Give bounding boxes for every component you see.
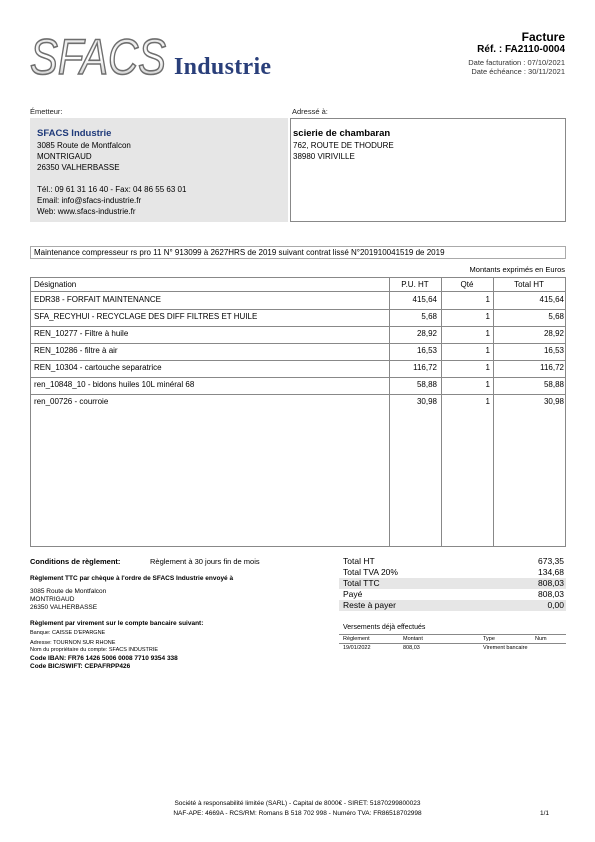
cell-total: 30,98 — [543, 397, 564, 406]
invoice-date: Date facturation : 07/10/2021 — [468, 58, 565, 67]
cell-qty: 1 — [485, 346, 490, 355]
cell-unit-price: 30,98 — [416, 397, 437, 406]
emitter-box — [30, 118, 288, 222]
payments-col-date: Règlement — [343, 636, 370, 642]
recipient-name: scierie de chambaran — [293, 128, 391, 139]
emitter-web: Web: www.sfacs-industrie.fr — [37, 207, 136, 216]
payment-type: Virement bancaire — [483, 645, 528, 651]
cheque-address-line3: 26350 VALHERBASSE — [30, 604, 98, 611]
bank-name: Banque: CAISSE D'EPARGNE — [30, 630, 106, 636]
payment-row — [339, 644, 566, 652]
payments-col-type: Type — [483, 636, 495, 642]
payment-terms-label: Conditions de règlement: — [30, 557, 121, 566]
cell-designation: ren_10848_10 - bidons huiles 10L minéral 68 — [34, 380, 195, 389]
emitter-label: Émetteur: — [30, 107, 63, 116]
cell-qty: 1 — [485, 380, 490, 389]
cell-qty: 1 — [485, 363, 490, 372]
emitter-street: 3085 Route de Montfalcon — [37, 141, 131, 150]
total-row — [339, 600, 566, 611]
totals-block — [339, 556, 566, 611]
payments-title: Versements déjà effectués — [343, 624, 426, 631]
col-header-total: Total HT — [514, 280, 544, 289]
page-number: 1/1 — [539, 810, 549, 817]
table-row — [31, 377, 565, 395]
footer-line2: NAF-APE: 4669A - RCS/RM: Romans B 518 702 998 - Numéro TVA: FR86518702998 — [173, 810, 422, 817]
payments-col-amount: Montant — [403, 636, 423, 642]
payment-amount: 808,03 — [403, 645, 420, 651]
cell-unit-price: 16,53 — [416, 346, 437, 355]
col-header-unit-price: P.U. HT — [401, 280, 429, 289]
cell-qty: 1 — [485, 312, 490, 321]
emitter-name: SFACS Industrie — [37, 128, 112, 139]
recipient-label: Adressé à: — [292, 107, 328, 116]
transfer-title: Règlement par virement sur le compte bancaire suivant: — [30, 620, 204, 627]
cheque-address-line2: MONTRIGAUD — [30, 596, 75, 603]
total-value: 808,03 — [538, 578, 564, 588]
payments-table — [339, 634, 566, 652]
col-header-designation: Désignation — [34, 280, 77, 289]
total-label: Payé — [343, 589, 363, 599]
cell-designation: REN_10304 - cartouche separatrice — [34, 363, 162, 372]
payments-header — [339, 634, 566, 644]
table-row — [31, 326, 565, 344]
currency-note: Montants exprimés en Euros — [469, 265, 565, 274]
iban: Code IBAN: FR76 1426 5006 0008 7710 9354 338 — [30, 655, 178, 662]
total-label: Reste à payer — [343, 600, 396, 610]
due-date: Date échéance : 30/11/2021 — [471, 67, 565, 76]
sfacs-logo — [30, 29, 170, 85]
logo-industrie-text: Industrie — [174, 54, 272, 80]
cell-total: 5,68 — [548, 312, 564, 321]
cell-total: 16,53 — [543, 346, 564, 355]
table-row — [31, 343, 565, 361]
total-row — [339, 556, 566, 567]
emitter-phone: Tél.: 09 61 31 16 40 - Fax: 04 86 55 63 01 — [37, 185, 187, 194]
cell-unit-price: 58,88 — [416, 380, 437, 389]
total-label: Total TVA 20% — [343, 567, 398, 577]
payment-terms-value: Règlement à 30 jours fin de mois — [150, 557, 260, 566]
invoice-reference: Réf. : FA2110-0004 — [477, 44, 565, 55]
cell-designation: REN_10286 - filtre à air — [34, 346, 118, 355]
cell-total: 415,64 — [539, 295, 564, 304]
total-value: 673,35 — [538, 556, 564, 566]
total-label: Total HT — [343, 556, 375, 566]
cell-total: 58,88 — [543, 380, 564, 389]
cell-unit-price: 116,72 — [413, 363, 437, 372]
emitter-city: MONTRIGAUD — [37, 152, 92, 161]
bic-swift: Code BIC/SWIFT: CEPAFRPP426 — [30, 663, 131, 670]
cell-unit-price: 28,92 — [416, 329, 437, 338]
document-title: Facture — [521, 30, 565, 44]
total-label: Total TTC — [343, 578, 380, 588]
invoice-object: Maintenance compresseur rs pro 11 N° 913099 à 2627HRS de 2019 suivant contrat lissé N°201910041519 de 2019 — [30, 246, 566, 259]
payment-date: 19/01/2022 — [343, 645, 371, 651]
total-row — [339, 567, 566, 578]
table-row — [31, 292, 565, 310]
col-header-qty: Qté — [460, 280, 474, 289]
svg-text:SFACS: SFACS — [30, 29, 166, 85]
emitter-email: Email: info@sfacs-industrie.fr — [37, 196, 142, 205]
cheque-address-line1: 3085 Route de Montfalcon — [30, 588, 107, 595]
cell-designation: REN_10277 - Filtre à huile — [34, 329, 129, 338]
account-holder: Nom du propriétaire du compte: SFACS INDUSTRIE — [30, 647, 159, 653]
table-row — [31, 309, 565, 327]
cell-total: 116,72 — [540, 363, 564, 372]
cell-designation: SFA_RECYHUI - RECYCLAGE DES DIFF FILTRES ET HUILE — [34, 312, 258, 321]
recipient-zip-city: 38980 VIRIVILLE — [293, 152, 355, 161]
cell-unit-price: 415,64 — [412, 295, 437, 304]
cell-designation: EDR38 - FORFAIT MAINTENANCE — [34, 295, 161, 304]
cell-qty: 1 — [485, 397, 490, 406]
table-row — [31, 394, 565, 411]
total-value: 808,03 — [538, 589, 564, 599]
items-table — [30, 277, 566, 547]
cell-total: 28,92 — [543, 329, 564, 338]
recipient-box — [290, 118, 566, 222]
emitter-zip-city: 26350 VALHERBASSE — [37, 163, 120, 172]
recipient-street: 762, ROUTE DE THODURE — [293, 141, 394, 150]
payments-col-num: Num — [535, 636, 547, 642]
bank-address: Adresse: TOURNON SUR RHONE — [30, 640, 116, 646]
total-value: 0,00 — [547, 600, 564, 610]
cell-qty: 1 — [485, 329, 490, 338]
cell-designation: ren_00726 - courroie — [34, 397, 109, 406]
cheque-title: Règlement TTC par chèque à l'ordre de SFACS Industrie envoyé à — [30, 575, 234, 582]
cell-qty: 1 — [485, 295, 490, 304]
total-row — [339, 589, 566, 600]
table-row — [31, 360, 565, 378]
total-value: 134,68 — [538, 567, 564, 577]
footer-line1: Société à responsabilité limitée (SARL) - Capital de 8000€ - SIRET: 51870299800023 — [174, 800, 421, 807]
cell-unit-price: 5,68 — [421, 312, 437, 321]
total-row — [339, 578, 566, 589]
